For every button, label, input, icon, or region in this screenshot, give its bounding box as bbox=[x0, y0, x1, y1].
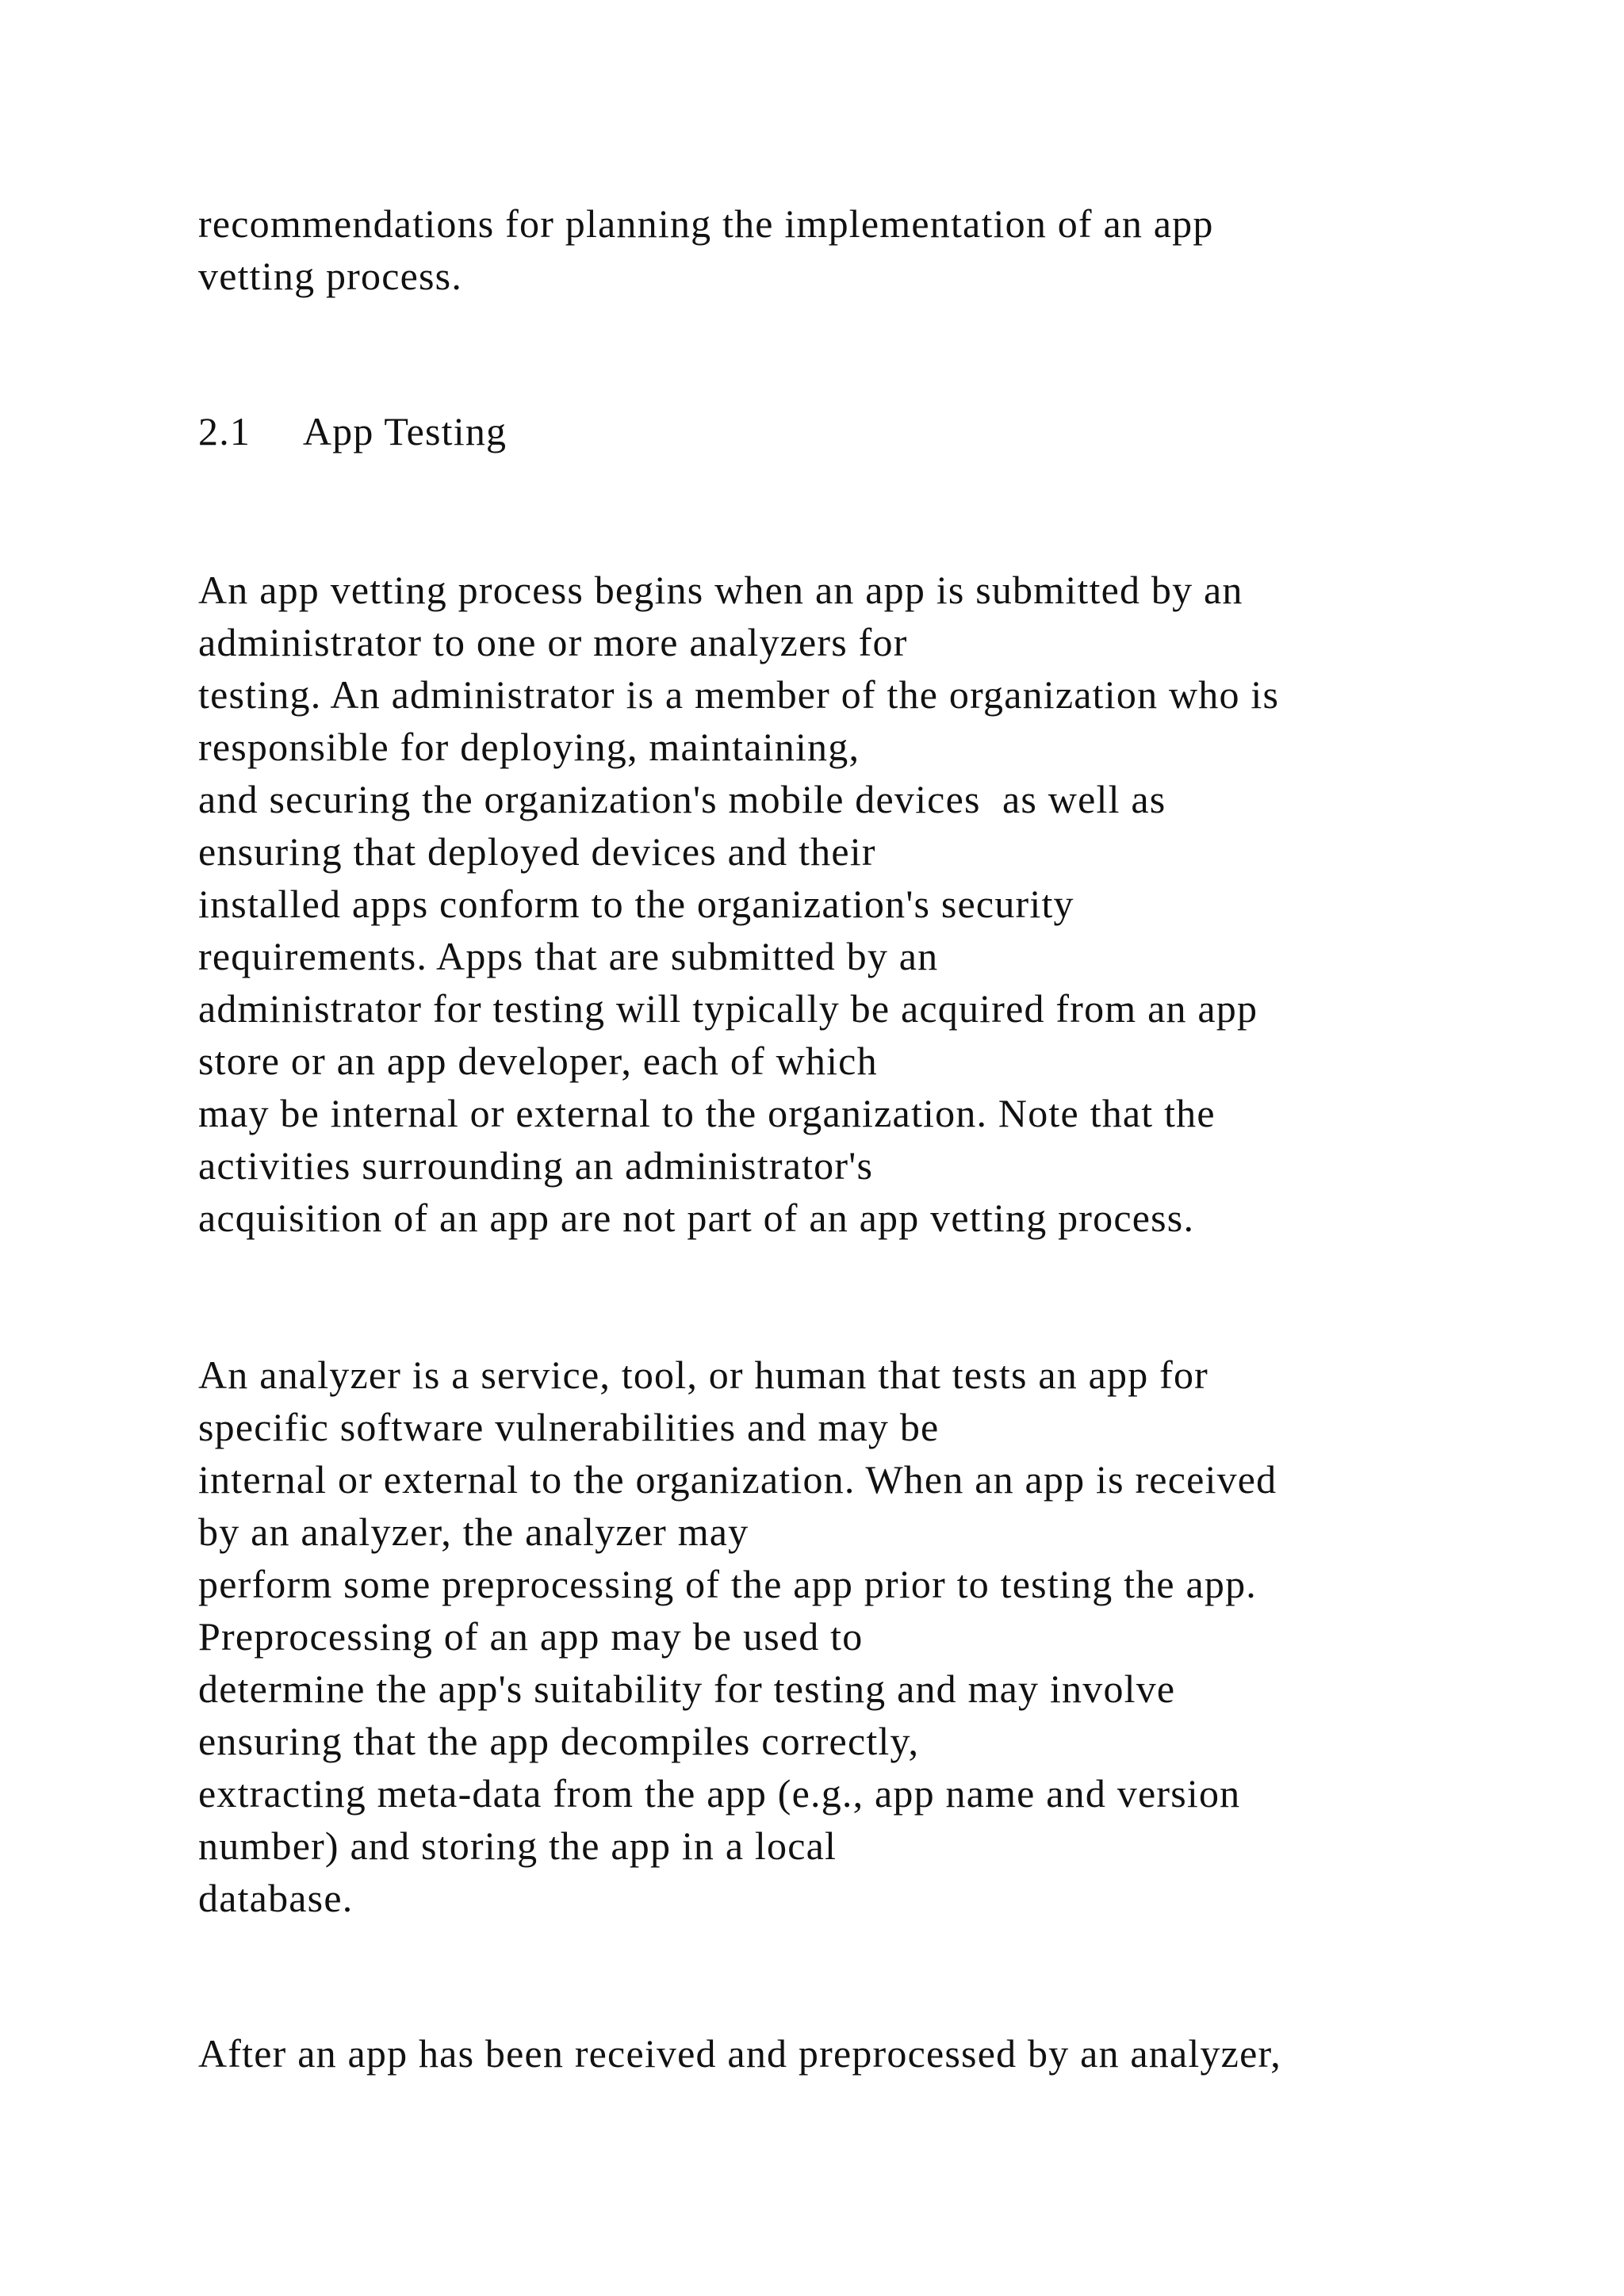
intro-line-2: vetting process. bbox=[198, 254, 463, 298]
paragraph2-line-9: extracting meta-data from the app (e.g., app name and version bbox=[198, 1771, 1241, 1816]
paragraph1-line-5: and securing the organization's mobile devices as well as bbox=[198, 777, 1166, 821]
paragraph2-line-11: database. bbox=[198, 1876, 354, 1920]
paragraph1-line-3: testing. An administrator is a member of the organization who is bbox=[198, 672, 1280, 717]
paragraph1-line-10: store or an app developer, each of which bbox=[198, 1039, 878, 1083]
section-heading: 2.1 App Testing bbox=[198, 409, 508, 453]
paragraph2-line-1: An analyzer is a service, tool, or human that tests an app for bbox=[198, 1353, 1209, 1397]
paragraph1-line-7: installed apps conform to the organization's security bbox=[198, 882, 1074, 926]
intro-line-1: recommendations for planning the implementation of an app bbox=[198, 201, 1214, 246]
paragraph2-line-8: ensuring that the app decompiles correctly, bbox=[198, 1719, 920, 1763]
paragraph2-line-3: internal or external to the organization. When an app is received bbox=[198, 1457, 1277, 1502]
paragraph1-line-9: administrator for testing will typically be acquired from an app bbox=[198, 986, 1258, 1031]
paragraph1-line-2: administrator to one or more analyzers for bbox=[198, 620, 908, 664]
paragraph2-line-6: Preprocessing of an app may be used to bbox=[198, 1614, 864, 1659]
paragraph1-line-4: responsible for deploying, maintaining, bbox=[198, 725, 860, 769]
paragraph1-line-1: An app vetting process begins when an app is submitted by an bbox=[198, 568, 1243, 612]
paragraph1-line-8: requirements. Apps that are submitted by an bbox=[198, 934, 939, 978]
paragraph1-line-13: acquisition of an app are not part of an app vetting process. bbox=[198, 1196, 1195, 1240]
paragraph2-line-7: determine the app's suitability for testing and may involve bbox=[198, 1667, 1176, 1711]
paragraph2-line-5: perform some preprocessing of the app prior to testing the app. bbox=[198, 1562, 1257, 1606]
paragraph2-line-10: number) and storing the app in a local bbox=[198, 1823, 837, 1868]
paragraph1-line-6: ensuring that deployed devices and their bbox=[198, 829, 876, 874]
paragraph1-line-11: may be internal or external to the organization. Note that the bbox=[198, 1091, 1216, 1135]
paragraph2-line-2: specific software vulnerabilities and may be bbox=[198, 1405, 940, 1449]
paragraph2-line-4: by an analyzer, the analyzer may bbox=[198, 1510, 749, 1554]
paragraph1-line-12: activities surrounding an administrator's bbox=[198, 1143, 874, 1188]
paragraph3-line-1: After an app has been received and preprocessed by an analyzer, bbox=[198, 2031, 1282, 2076]
